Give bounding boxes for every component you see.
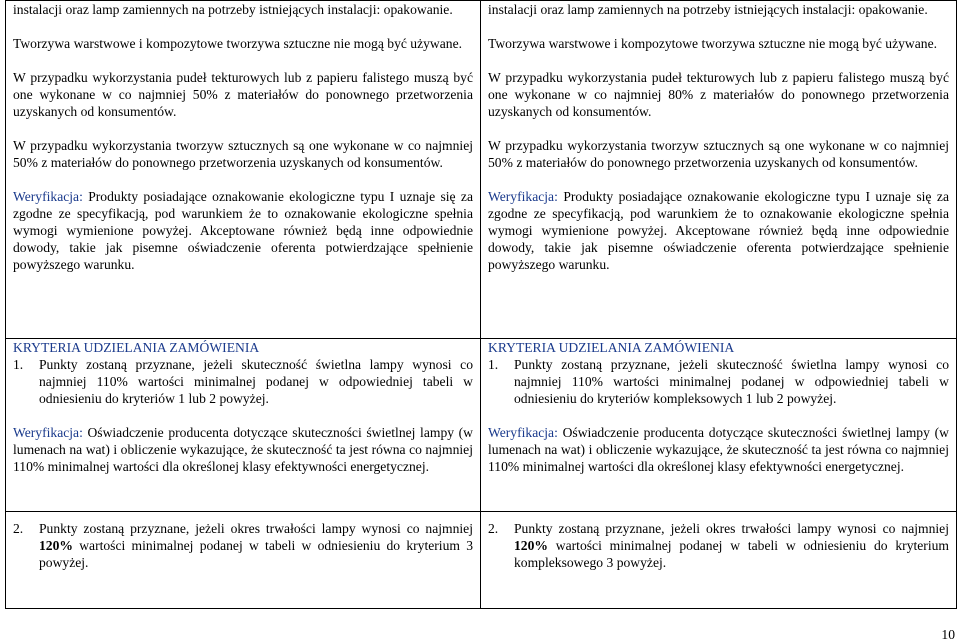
item-text xyxy=(39,520,473,571)
right-criteria-cell xyxy=(481,339,957,512)
verification-text: Produkty posiadające oznakowanie ekologiczne typu I uznaje się za zgodne ze specyfikacją, pod warunkiem że to oznakowanie ekologiczne spełnia wymogi wymienione powyżej. Akceptowane również będą inne odpowiednie dowody, takie jak pisemne oświadczenie oferenta potwierdzające spełnienie powyższego warunku. xyxy=(13,189,473,272)
table-row xyxy=(6,512,957,609)
paragraph: W przypadku wykorzystania tworzyw sztucznych są one wykonane w co najmniej 50% z materiałów do ponownego przetworzenia uzyskanych od konsumentów. xyxy=(488,138,949,170)
numbered-item xyxy=(488,520,949,571)
right-requirements-cell xyxy=(481,1,957,339)
numbered-item xyxy=(488,356,949,407)
numbered-item xyxy=(13,356,473,407)
paragraph: W przypadku wykorzystania pudeł tekturowych lub z papieru falistego muszą być one wykonane w co najmniej 80% z materiałów do ponownego przetworzenia uzyskanych od konsumentów. xyxy=(488,70,949,119)
verification-paragraph xyxy=(488,188,949,273)
verification-text: Oświadczenie producenta dotyczące skuteczności świetlnej lampy (w lumenach na wat) i obliczenie wykazujące, że skuteczność ta jest równa co najmniej 110% minimalnej wartości dla określonej klasy efektywności energetycznej. xyxy=(13,425,473,474)
paragraph: W przypadku wykorzystania tworzyw sztucznych są one wykonane w co najmniej 50% z materiałów do ponownego przetworzenia uzyskanych od konsumentów. xyxy=(13,138,473,170)
section-heading: KRYTERIA UDZIELANIA ZAMÓWIENIA xyxy=(488,340,735,355)
right-lifetime-cell xyxy=(481,512,957,609)
paragraph: instalacji oraz lamp zamiennych na potrzeby istniejących instalacji: opakowanie. xyxy=(488,2,928,17)
item-number: 1. xyxy=(488,357,499,372)
paragraph: Tworzywa warstwowe i kompozytowe tworzywa sztuczne nie mogą być używane. xyxy=(488,36,937,51)
item-text-bold: 120% xyxy=(514,538,548,553)
item-text-part: wartości minimalnej podanej w tabeli w odniesieniu do kryterium kompleksowego 3 powyżej. xyxy=(514,538,949,570)
table-row xyxy=(6,339,957,512)
item-text xyxy=(514,520,949,571)
paragraph: W przypadku wykorzystania pudeł tekturowych lub z papieru falistego muszą być one wykonane w co najmniej 50% z materiałów do ponownego przetworzenia uzyskanych od konsumentów. xyxy=(13,70,473,119)
verification-label: Weryfikacja: xyxy=(488,189,558,204)
verification-label: Weryfikacja: xyxy=(13,189,83,204)
paragraph: Tworzywa warstwowe i kompozytowe tworzywa sztuczne nie mogą być używane. xyxy=(13,36,462,51)
verification-paragraph xyxy=(13,424,473,475)
item-text-part: wartości minimalnej podanej w tabeli w odniesieniu do kryterium 3 powyżej. xyxy=(39,538,473,570)
item-number: 2. xyxy=(13,521,24,536)
numbered-item xyxy=(13,520,473,571)
item-number: 2. xyxy=(488,521,499,536)
comparison-table xyxy=(5,0,957,609)
verification-label: Weryfikacja: xyxy=(488,425,558,440)
left-requirements-cell xyxy=(6,1,481,339)
item-text-part: Punkty zostaną przyznane, jeżeli okres trwałości lampy wynosi co najmniej xyxy=(39,521,473,536)
page-number: 10 xyxy=(941,627,955,642)
item-number: 1. xyxy=(13,357,24,372)
item-text: Punkty zostaną przyznane, jeżeli skuteczność świetlna lampy wynosi co najmniej 110% wartości minimalnej podanej w odpowiedniej tabeli w odniesieniu do kryteriów kompleksowych 1 lub 2 powyżej. xyxy=(514,357,949,406)
paragraph: instalacji oraz lamp zamiennych na potrzeby istniejących instalacji: opakowanie. xyxy=(13,2,453,17)
verification-text: Produkty posiadające oznakowanie ekologiczne typu I uznaje się za zgodne ze specyfikacją, pod warunkiem że to oznakowanie ekologiczne spełnia wymogi wymienione powyżej. Akceptowane również będą inne odpowiednie dowody, takie jak pisemne oświadczenie oferenta potwierdzające spełnienie powyższego warunku. xyxy=(488,189,949,272)
item-text-part: Punkty zostaną przyznane, jeżeli okres trwałości lampy wynosi co najmniej xyxy=(514,521,949,536)
verification-label: Weryfikacja: xyxy=(13,425,83,440)
left-criteria-cell xyxy=(6,339,481,512)
table-row xyxy=(6,1,957,339)
section-heading: KRYTERIA UDZIELANIA ZAMÓWIENIA xyxy=(13,340,260,355)
item-text-bold: 120% xyxy=(39,538,73,553)
verification-paragraph xyxy=(488,424,949,475)
verification-text: Oświadczenie producenta dotyczące skuteczności świetlnej lampy (w lumenach na wat) i obliczenie wykazujące, że skuteczność ta jest równa co najmniej 110% minimalnej wartości dla określonej klasy efektywności energetycznej. xyxy=(488,425,949,474)
verification-paragraph xyxy=(13,188,473,273)
item-text: Punkty zostaną przyznane, jeżeli skuteczność świetlna lampy wynosi co najmniej 110% wartości minimalnej podanej w odpowiedniej tabeli w odniesieniu do kryteriów 1 lub 2 powyżej. xyxy=(39,357,473,406)
left-lifetime-cell xyxy=(6,512,481,609)
